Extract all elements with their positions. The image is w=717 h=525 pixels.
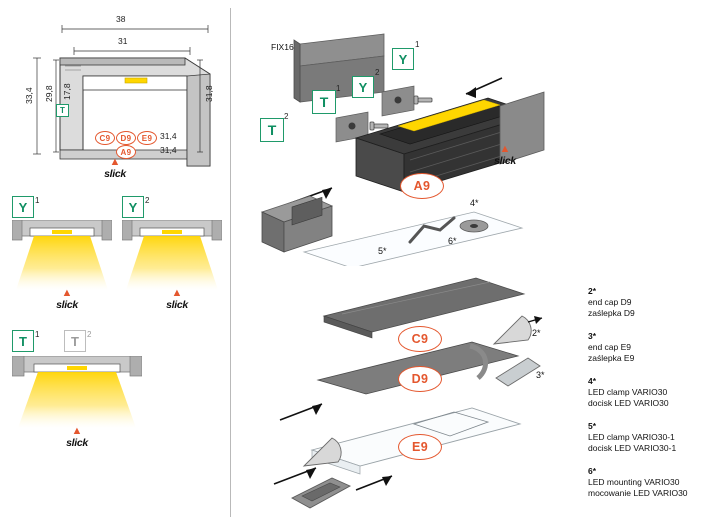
legend-6-line1: LED mounting VARIO30 bbox=[588, 477, 680, 487]
brand-slick-exploded: ▲ slick bbox=[482, 144, 528, 167]
brand-slick-y1: ▲ slick bbox=[44, 288, 90, 311]
dimension-width-inner: 31 bbox=[118, 36, 128, 46]
arrow-up-icon: ▲ bbox=[499, 143, 511, 155]
badge-y2-sup: 2 bbox=[145, 196, 150, 205]
arrow-up-icon: ▲ bbox=[171, 287, 183, 299]
arrow-assemble-1 bbox=[276, 398, 332, 428]
end-cap-bottom bbox=[298, 432, 358, 476]
dimension-height-left-inner: 29,8 bbox=[44, 85, 54, 102]
callout-4: 4* bbox=[470, 198, 479, 208]
dimension-width-outer: 38 bbox=[116, 14, 126, 24]
legend-6-num: 6* bbox=[588, 466, 597, 476]
badge-exploded-t1: T bbox=[312, 90, 336, 114]
badge-y1-sup: 1 bbox=[35, 196, 40, 205]
badge-exploded-y2-sup: 2 bbox=[375, 68, 380, 77]
badge-t1: T bbox=[12, 330, 34, 352]
code-badge-d9: D9 bbox=[116, 131, 136, 145]
dimension-line-334 bbox=[32, 56, 42, 156]
badge-y2: Y bbox=[122, 196, 144, 218]
label-fix16: FIX16 bbox=[271, 42, 294, 52]
legend-item-5 bbox=[588, 421, 712, 454]
badge-exploded-y1-sup: 1 bbox=[415, 40, 420, 49]
cross-section-drawing bbox=[0, 0, 230, 190]
badge-y1: Y bbox=[12, 196, 34, 218]
dimension-height-right: 31,8 bbox=[204, 85, 214, 102]
legend-4-line1: LED clamp VARIO30 bbox=[588, 387, 668, 397]
badge-t2-sup: 2 bbox=[87, 330, 92, 339]
legend-item-2 bbox=[588, 286, 712, 319]
legend-2-num: 2* bbox=[588, 286, 597, 296]
code-badge-e9: E9 bbox=[137, 131, 157, 145]
legend-2-line2: zaślepka D9 bbox=[588, 308, 635, 318]
variant-t-group bbox=[12, 330, 222, 460]
code-badge-e9-exploded: E9 bbox=[398, 434, 442, 460]
legend-3-num: 3* bbox=[588, 331, 597, 341]
dimension-depth-2: 31,4 bbox=[160, 145, 177, 155]
dimension-line-318 bbox=[196, 58, 204, 154]
legend-5-num: 5* bbox=[588, 421, 597, 431]
legend-5-line2: docisk LED VARIO30-1 bbox=[588, 443, 677, 453]
callout-6: 6* bbox=[448, 236, 457, 246]
code-badge-a9-exploded: A9 bbox=[400, 173, 444, 199]
variant-y1 bbox=[12, 196, 112, 311]
badge-t-dimension: T bbox=[56, 104, 69, 117]
legend-item-3 bbox=[588, 331, 712, 364]
code-badge-c9: C9 bbox=[95, 131, 115, 145]
end-plate-bottom bbox=[284, 472, 360, 520]
legend-2-line1: end cap D9 bbox=[588, 297, 632, 307]
dimension-height-left-outer: 33,4 bbox=[24, 87, 34, 104]
legend-item-4 bbox=[588, 376, 712, 409]
arrow-up-icon: ▲ bbox=[71, 425, 83, 437]
dimension-line-38 bbox=[60, 24, 210, 34]
brand-slick-y2: ▲ slick bbox=[154, 288, 200, 311]
legend-6-line2: mocowanie LED VARIO30 bbox=[588, 488, 688, 498]
brand-slick-t: ▲ slick bbox=[54, 426, 100, 449]
arrow-insert-right bbox=[458, 72, 508, 102]
code-badge-a9: A9 bbox=[116, 145, 136, 159]
arrow-up-icon: ▲ bbox=[109, 156, 121, 168]
badge-exploded-t1-sup: 1 bbox=[336, 84, 341, 93]
legend-block bbox=[588, 286, 712, 499]
code-badge-c9-exploded: C9 bbox=[398, 326, 442, 352]
led-clamps bbox=[390, 208, 500, 258]
callout-2: 2* bbox=[532, 328, 541, 338]
dimension-depth-1: 31,4 bbox=[160, 131, 177, 141]
brand-slick-top: ▲ slick bbox=[92, 157, 138, 180]
badge-exploded-t2-sup: 2 bbox=[284, 112, 289, 121]
arrow-assemble-3 bbox=[350, 470, 400, 500]
callout-3: 3* bbox=[536, 370, 545, 380]
code-badge-d9-exploded: D9 bbox=[398, 366, 442, 392]
exploded-assembly bbox=[240, 10, 570, 520]
badge-t2: T bbox=[64, 330, 86, 352]
legend-3-line1: end cap E9 bbox=[588, 342, 632, 352]
arrow-up-icon: ▲ bbox=[61, 287, 73, 299]
legend-4-num: 4* bbox=[588, 376, 597, 386]
badge-t1-sup: 1 bbox=[35, 330, 40, 339]
vertical-divider bbox=[230, 8, 231, 517]
badge-exploded-y1: Y bbox=[392, 48, 414, 70]
variant-y2 bbox=[122, 196, 222, 311]
dimension-height-t: 17,8 bbox=[62, 83, 72, 100]
legend-item-6 bbox=[588, 466, 712, 499]
badge-exploded-y2: Y bbox=[352, 76, 374, 98]
legend-3-line2: zaślepka E9 bbox=[588, 353, 635, 363]
callout-5: 5* bbox=[378, 246, 387, 256]
legend-4-line2: docisk LED VARIO30 bbox=[588, 398, 669, 408]
legend-5-line1: LED clamp VARIO30-1 bbox=[588, 432, 675, 442]
badge-exploded-t2: T bbox=[260, 118, 284, 142]
